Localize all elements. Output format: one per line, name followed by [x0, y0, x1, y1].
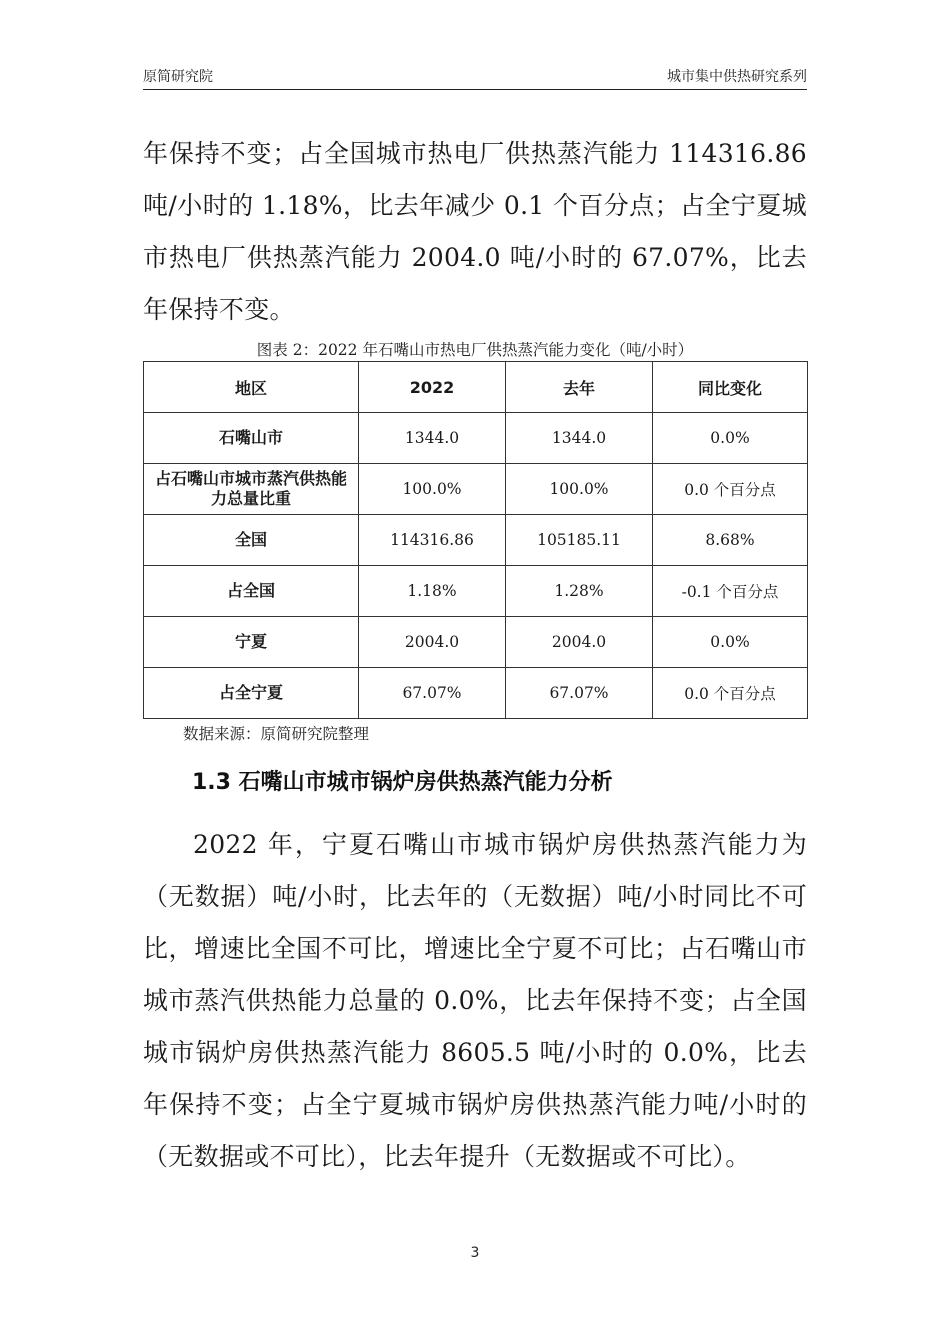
row-label: 占全国 — [144, 566, 359, 617]
cell-change: 0.0 个百分点 — [653, 464, 808, 515]
section-heading: 1.3 石嘴山市城市锅炉房供热蒸汽能力分析 — [192, 770, 613, 795]
cell-2022: 1344.0 — [359, 413, 506, 464]
data-source-note: 数据来源：原简研究院整理 — [183, 725, 370, 743]
row-label: 石嘴山市 — [144, 413, 359, 464]
table-caption: 图表 2：2022 年石嘴山市热电厂供热蒸汽能力变化（吨/小时） — [256, 341, 694, 359]
row-label: 占石嘴山市城市蒸汽供热能力总量比重 — [144, 464, 359, 515]
section-paragraph-text: 2022 年，宁夏石嘴山市城市锅炉房供热蒸汽能力为（无数据）吨/小时，比去年的（无数据）吨/小时同比不可比，增速比全国不可比，增速比全宁夏不可比；占石嘴山市城市蒸汽供热能力总量的 0.0%，比去年保持不变；占全国城市锅炉房供热蒸汽能力 8605.5 吨/小时的 0.0%，比去年保持不变；占全宁夏城市锅炉房供热蒸汽能力吨/小时的（无数据或不可比），比去年提升（无数据或不可比）。 — [143, 830, 807, 1171]
header-2022: 2022 — [359, 362, 506, 413]
paragraph-continued: 年保持不变；占全国城市热电厂供热蒸汽能力 114316.86 吨/小时的 1.18%，比去年减少 0.1 个百分点；占全宁夏城市热电厂供热蒸汽能力 2004.0 吨/小时的 67.07%，比去年保持不变。 — [143, 139, 807, 324]
table-row — [144, 413, 808, 464]
cell-change: 0.0 个百分点 — [653, 668, 808, 719]
header-org-name: 原简研究院 — [143, 69, 213, 85]
table-row — [144, 515, 808, 566]
cell-last-year: 105185.11 — [506, 515, 653, 566]
table-header-row — [144, 362, 808, 413]
cell-last-year: 67.07% — [506, 668, 653, 719]
cell-last-year: 1344.0 — [506, 413, 653, 464]
header-divider — [143, 89, 807, 90]
cell-2022: 1.18% — [359, 566, 506, 617]
header-series-name: 城市集中供热研究系列 — [667, 69, 807, 85]
cell-change: -0.1 个百分点 — [653, 566, 808, 617]
table-row — [144, 617, 808, 668]
table-row — [144, 668, 808, 719]
page-header — [143, 66, 807, 88]
section-paragraph — [143, 819, 807, 1183]
cell-last-year: 100.0% — [506, 464, 653, 515]
cell-change: 8.68% — [653, 515, 808, 566]
header-region: 地区 — [144, 362, 359, 413]
cell-2022: 114316.86 — [359, 515, 506, 566]
cell-last-year: 1.28% — [506, 566, 653, 617]
cell-2022: 67.07% — [359, 668, 506, 719]
row-label: 占全宁夏 — [144, 668, 359, 719]
cell-2022: 100.0% — [359, 464, 506, 515]
row-label: 全国 — [144, 515, 359, 566]
table-row — [144, 566, 808, 617]
header-last-year: 去年 — [506, 362, 653, 413]
cell-change: 0.0% — [653, 413, 808, 464]
page-number: 3 — [470, 1245, 480, 1261]
header-yoy-change: 同比变化 — [653, 362, 808, 413]
steam-capacity-table — [143, 361, 808, 719]
cell-change: 0.0% — [653, 617, 808, 668]
table-row — [144, 464, 808, 515]
cell-last-year: 2004.0 — [506, 617, 653, 668]
row-label: 宁夏 — [144, 617, 359, 668]
cell-2022: 2004.0 — [359, 617, 506, 668]
